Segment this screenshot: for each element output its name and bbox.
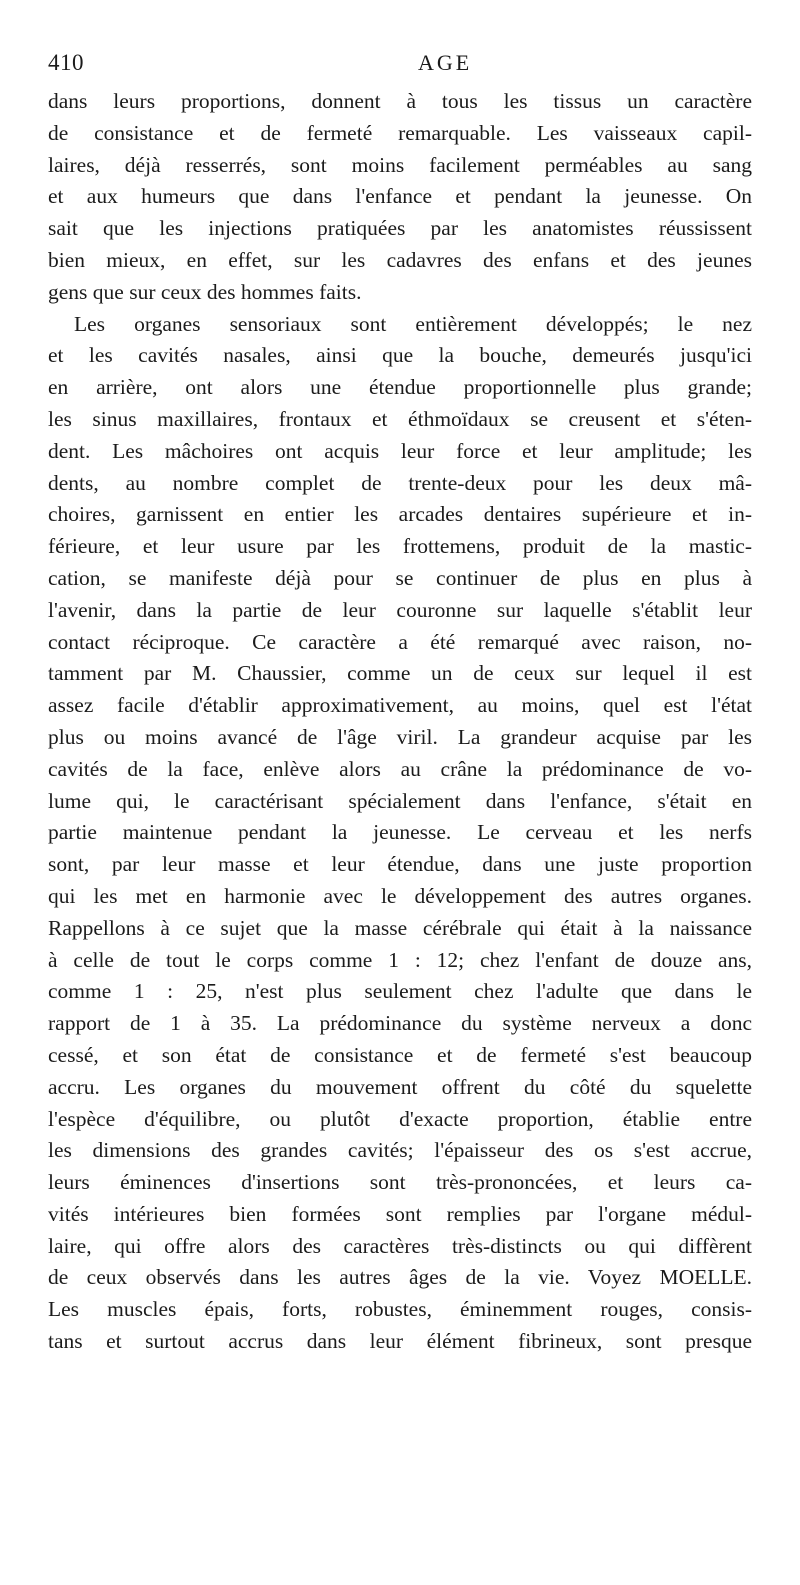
- text-line: sait que les injections pratiquées par les anatomistes réussissent: [48, 216, 752, 241]
- text-line: laire, qui offre alors des caractères très-distincts ou qui diffèrent: [48, 1233, 752, 1258]
- text-line: dans leurs proportions, donnent à tous les tissus un caractère: [48, 89, 752, 113]
- text-line: rapport de 1 à 35. La prédominance du système nerveux a donc: [48, 1011, 752, 1036]
- text-line: et aux humeurs que dans l'enfance et pendant la jeunesse. On: [48, 184, 752, 209]
- text-line: de ceux observés dans les autres âges de la vie. Voyez MOELLE.: [48, 1265, 752, 1290]
- text-line: plus ou moins avancé de l'âge viril. La grandeur acquise par les: [48, 724, 752, 749]
- text-line: l'avenir, dans la partie de leur couronne sur laquelle s'établit leur: [48, 597, 752, 622]
- text-line: Rappellons à ce sujet que la masse cérébrale qui était à la naissance: [48, 915, 752, 940]
- text-line: de consistance et de fermeté remarquable. Les vaisseaux capil-: [48, 120, 752, 145]
- text-line: bien mieux, en effet, sur les cadavres des enfans et des jeunes: [48, 247, 752, 272]
- text-line: laires, déjà resserrés, sont moins facilement perméables au sang: [48, 152, 752, 177]
- text-line: tans et surtout accrus dans leur élément fibrineux, sont presque: [48, 1329, 752, 1354]
- text-line: cation, se manifeste déjà pour se continuer de plus en plus à: [48, 565, 752, 590]
- text-line: l'espèce d'équilibre, ou plutôt d'exacte proportion, établie entre: [48, 1106, 752, 1131]
- running-head: AGE: [418, 50, 473, 75]
- text-line: leurs éminences d'insertions sont très-prononcées, et leurs ca-: [48, 1170, 752, 1195]
- text-line: Les organes sensoriaux sont entièrement développés; le nez: [74, 311, 752, 336]
- page-header: [48, 50, 752, 80]
- paragraph-2: [48, 309, 752, 1358]
- text-line: cavités de la face, enlève alors au crâne la prédominance de vo-: [48, 756, 752, 781]
- text-line: cessé, et son état de consistance et de fermeté s'est beaucoup: [48, 1042, 752, 1067]
- text-line: dent. Les mâchoires ont acquis leur force et leur amplitude; les: [48, 438, 752, 463]
- text-line: partie maintenue pendant la jeunesse. Le cerveau et les nerfs: [48, 820, 752, 845]
- text-line: sont, par leur masse et leur étendue, dans une juste proportion: [48, 852, 752, 877]
- text-line: tamment par M. Chaussier, comme un de ceux sur lequel il est: [48, 661, 752, 686]
- text-line: lume qui, le caractérisant spécialement dans l'enfance, s'était en: [48, 788, 752, 813]
- text-line: les sinus maxillaires, frontaux et éthmoïdaux se creusent et s'éten-: [48, 406, 752, 431]
- text-line: vités intérieures bien formées sont remplies par l'organe médul-: [48, 1201, 752, 1226]
- text-line: choires, garnissent en entier les arcades dentaires supérieure et in-: [48, 502, 752, 527]
- text-line: férieure, et leur usure par les frottemens, produit de la mastic-: [48, 534, 752, 559]
- text-line: les dimensions des grandes cavités; l'épaisseur des os s'est accrue,: [48, 1138, 752, 1163]
- paragraph-1: [48, 86, 752, 309]
- text-line: qui les met en harmonie avec le développement des autres organes.: [48, 883, 752, 908]
- text-line: assez facile d'établir approximativement, au moins, quel est l'état: [48, 693, 752, 718]
- text-line: comme 1 : 25, n'est plus seulement chez l'adulte que dans le: [48, 979, 752, 1004]
- text-line: contact réciproque. Ce caractère a été remarqué avec raison, no-: [48, 629, 752, 654]
- text-line: Les muscles épais, forts, robustes, éminemment rouges, consis-: [48, 1297, 752, 1322]
- body-text: [48, 86, 752, 1358]
- text-line: dents, au nombre complet de trente-deux pour les deux mâ-: [48, 470, 752, 495]
- text-line: à celle de tout le corps comme 1 : 12; chez l'enfant de douze ans,: [48, 947, 752, 972]
- text-line: et les cavités nasales, ainsi que la bouche, demeurés jusqu'ici: [48, 343, 752, 368]
- text-line: en arrière, ont alors une étendue proportionnelle plus grande;: [48, 375, 752, 400]
- text-line: gens que sur ceux des hommes faits.: [48, 279, 362, 304]
- text-line: accru. Les organes du mouvement offrent du côté du squelette: [48, 1074, 752, 1099]
- page-number: 410: [48, 50, 84, 75]
